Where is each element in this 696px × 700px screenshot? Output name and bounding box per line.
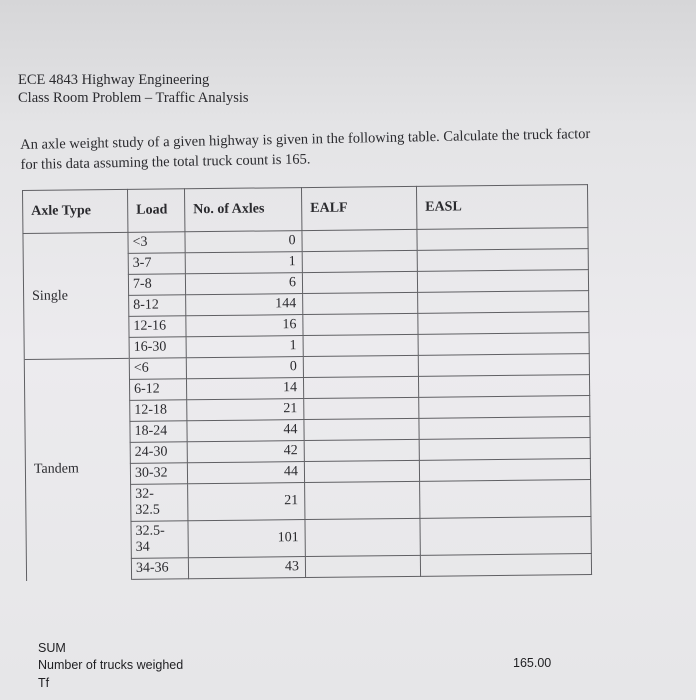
load-line-2: 32.5 xyxy=(135,502,160,518)
load-line-1: 32.5- xyxy=(135,523,165,539)
load-cell: 24-30 xyxy=(130,442,187,464)
easl-cell[interactable] xyxy=(417,270,588,293)
easl-cell[interactable] xyxy=(418,291,589,314)
load-cell: 8-12 xyxy=(129,295,186,317)
axles-cell: 0 xyxy=(185,231,302,253)
load-cell: 30-32 xyxy=(130,463,187,485)
axles-cell: 144 xyxy=(186,294,303,316)
axles-cell: 21 xyxy=(188,483,305,521)
load-cell: 34-36 xyxy=(131,558,188,580)
ealf-cell[interactable] xyxy=(304,418,419,440)
trucks-weighed-value: 165.00 xyxy=(513,656,552,670)
sum-label: SUM xyxy=(38,641,66,655)
ealf-cell[interactable] xyxy=(303,334,418,356)
easl-cell[interactable] xyxy=(418,333,589,356)
load-cell: <6 xyxy=(129,358,186,380)
axle-type-single: Single xyxy=(23,232,129,359)
easl-cell[interactable] xyxy=(419,459,590,482)
load-cell: 3-7 xyxy=(128,253,185,275)
axle-type-tandem: Tandem xyxy=(24,358,131,580)
easl-cell[interactable] xyxy=(418,354,589,377)
axles-cell: 44 xyxy=(187,420,304,442)
load-cell: <3 xyxy=(128,232,185,254)
ealf-cell[interactable] xyxy=(305,481,420,519)
course-title: ECE 4843 Highway Engineering xyxy=(18,72,210,88)
table-header-row xyxy=(23,185,588,234)
axle-weight-table xyxy=(22,184,592,581)
axle-weight-table-wrapper xyxy=(22,184,592,581)
load-cell xyxy=(131,484,188,522)
axles-cell: 0 xyxy=(186,357,303,379)
header-no-of-axles: No. of Axles xyxy=(184,188,301,232)
ealf-cell[interactable] xyxy=(305,555,420,577)
load-cell: 12-18 xyxy=(130,400,187,422)
easl-cell[interactable] xyxy=(418,375,589,398)
easl-cell[interactable] xyxy=(420,480,591,519)
axles-cell: 101 xyxy=(188,520,305,558)
ealf-cell[interactable] xyxy=(304,439,419,461)
easl-cell[interactable] xyxy=(420,554,591,577)
load-cell: 12-16 xyxy=(129,316,186,338)
problem-statement: An axle weight study of a given highway is given in the following table. Calculate the truck factor for this data assuming the total truck count is 165. xyxy=(20,126,591,173)
easl-cell[interactable] xyxy=(420,517,591,556)
load-cell: 18-24 xyxy=(130,421,187,443)
ealf-cell[interactable] xyxy=(304,460,419,482)
axles-cell: 21 xyxy=(187,399,304,421)
load-cell: 16-30 xyxy=(129,337,186,359)
easl-cell[interactable] xyxy=(417,249,588,272)
easl-cell[interactable] xyxy=(418,312,589,335)
load-cell: 7-8 xyxy=(128,274,185,296)
ealf-cell[interactable] xyxy=(302,229,417,251)
ealf-cell[interactable] xyxy=(303,376,418,398)
load-cell: 6-12 xyxy=(129,379,186,401)
trucks-weighed-label: Number of trucks weighed xyxy=(38,658,184,672)
header-load: Load xyxy=(127,189,184,233)
header-easl: EASL xyxy=(416,185,587,230)
problem-subtitle: Class Room Problem – Traffic Analysis xyxy=(18,90,249,106)
axles-cell: 44 xyxy=(187,462,304,484)
truck-factor-label: Tf xyxy=(38,676,50,690)
axles-cell: 43 xyxy=(188,557,305,579)
ealf-cell[interactable] xyxy=(303,313,418,335)
axles-cell: 42 xyxy=(187,441,304,463)
axles-cell: 16 xyxy=(186,315,303,337)
ealf-cell[interactable] xyxy=(303,292,418,314)
easl-cell[interactable] xyxy=(419,417,590,440)
ealf-cell[interactable] xyxy=(303,355,418,377)
load-line-2: 34 xyxy=(135,539,150,555)
axles-cell: 1 xyxy=(186,336,303,358)
load-cell xyxy=(131,521,188,559)
axles-cell: 14 xyxy=(186,378,303,400)
ealf-cell[interactable] xyxy=(304,397,419,419)
ealf-cell[interactable] xyxy=(305,518,420,556)
header-ealf: EALF xyxy=(301,186,416,230)
header-axle-type: Axle Type xyxy=(23,189,128,233)
axles-cell: 1 xyxy=(185,252,302,274)
easl-cell[interactable] xyxy=(419,396,590,419)
ealf-cell[interactable] xyxy=(302,271,417,293)
load-line-1: 32- xyxy=(135,486,154,502)
axles-cell: 6 xyxy=(185,273,302,295)
easl-cell[interactable] xyxy=(419,438,590,461)
ealf-cell[interactable] xyxy=(302,250,417,272)
easl-cell[interactable] xyxy=(417,228,588,251)
